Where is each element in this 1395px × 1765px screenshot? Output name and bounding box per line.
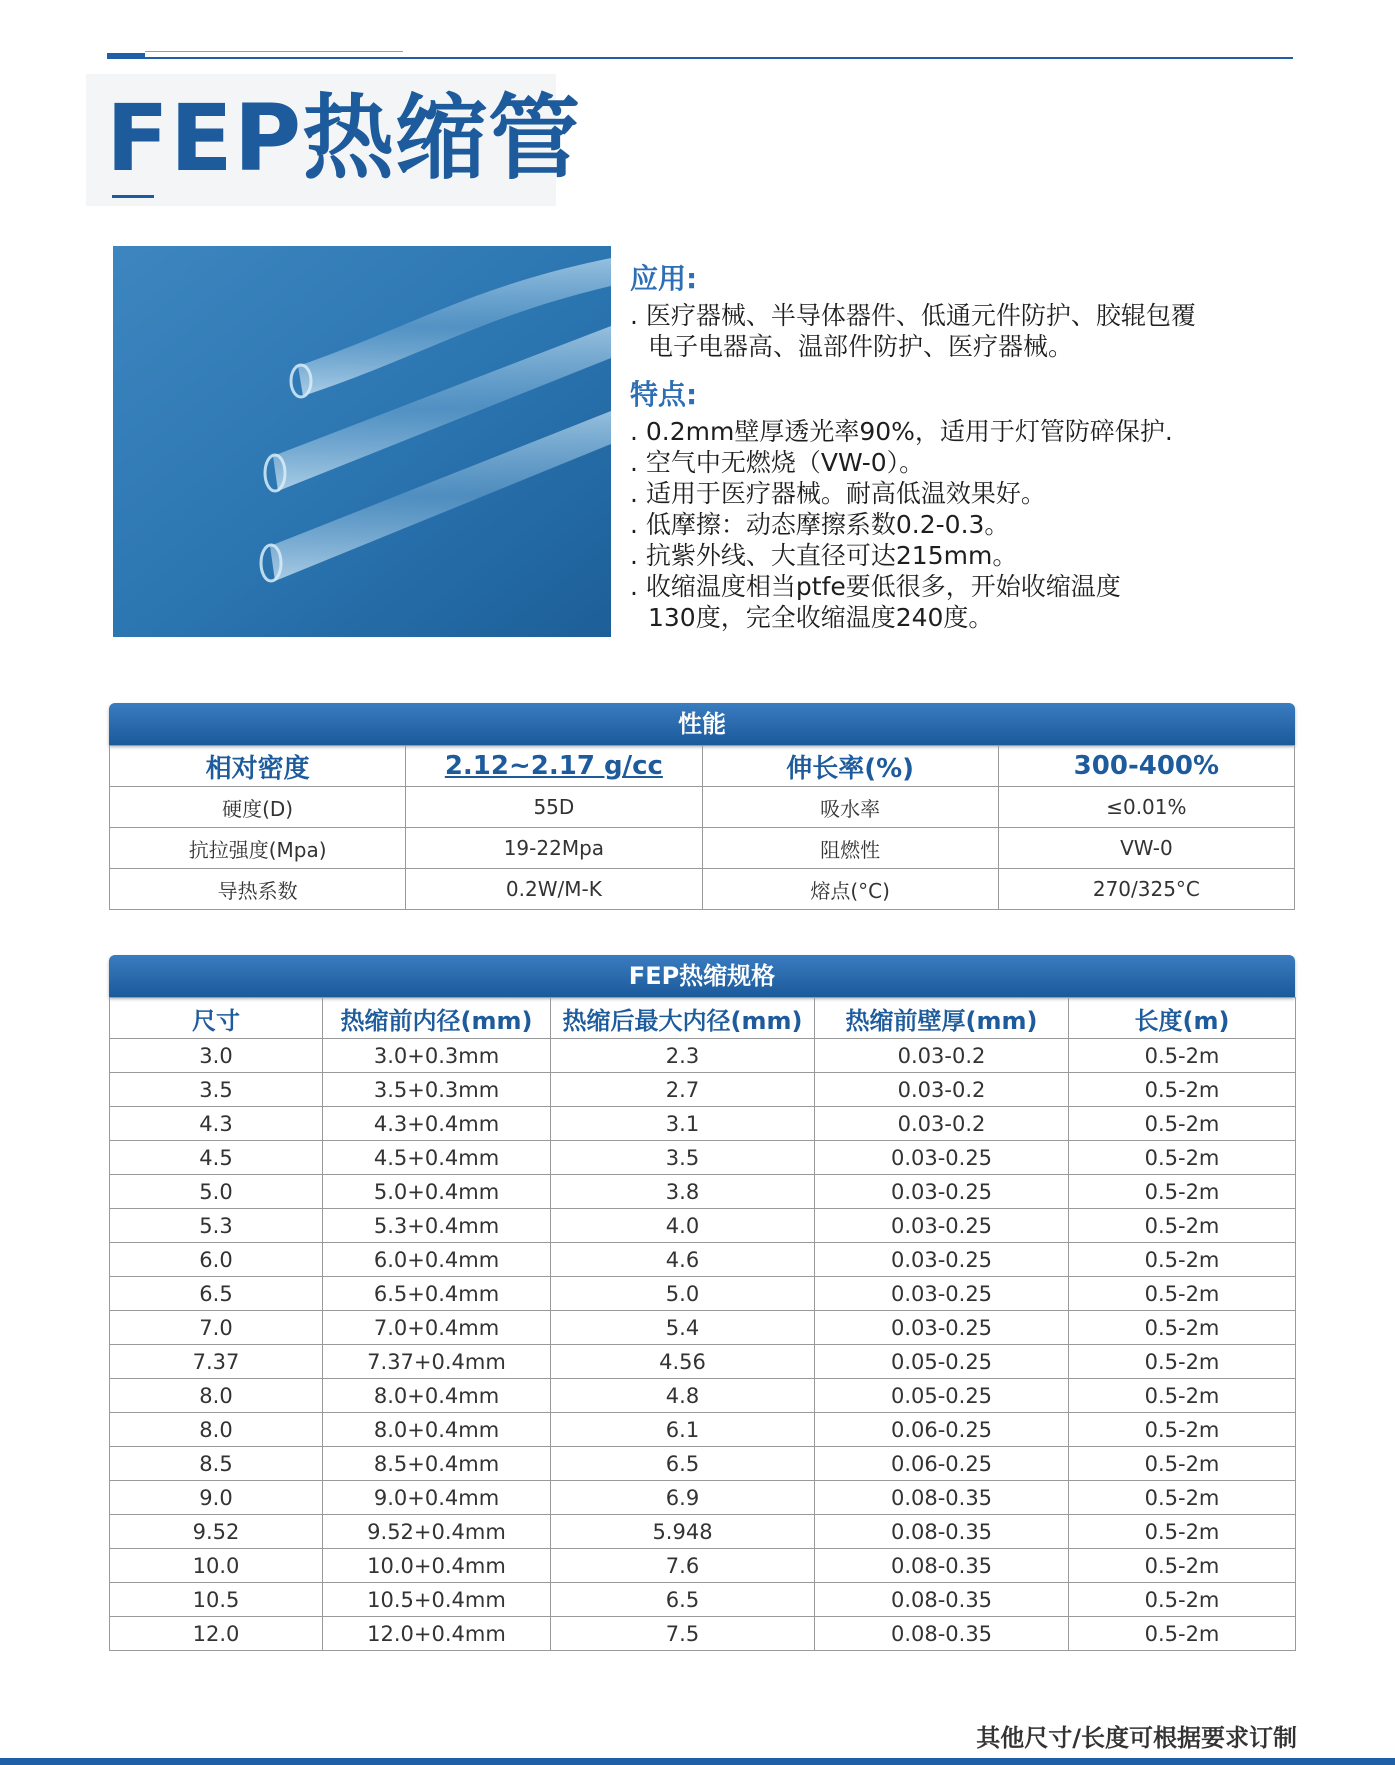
table-cell: 9.0+0.4mm [323,1481,551,1515]
feature-line: . 空气中无燃烧（VW-0）。 [630,448,925,477]
table-cell: 0.5-2m [1069,1243,1296,1277]
table-cell: 0.5-2m [1069,1549,1296,1583]
table-row [110,1617,1296,1651]
table-cell: 0.03-0.25 [815,1243,1069,1277]
performance-table-title: 性能 [109,703,1295,745]
table-cell: 0.08-0.35 [815,1481,1069,1515]
table-cell: 0.03-0.2 [815,1039,1069,1073]
table-cell: 12.0+0.4mm [323,1617,551,1651]
table-cell: 0.03-0.2 [815,1073,1069,1107]
table-cell: 6.5 [551,1583,815,1617]
table-cell: 9.0 [110,1481,323,1515]
feature-line: . 适用于医疗器械。耐高低温效果好。 [630,479,1046,508]
table-row [110,869,1295,910]
table-cell: 8.5+0.4mm [323,1447,551,1481]
table-cell: 10.0 [110,1549,323,1583]
table-row [110,1379,1296,1413]
table-cell: 0.5-2m [1069,1209,1296,1243]
performance-table [109,703,1295,910]
application-line: . 医疗器械、半导体器件、低通元件防护、胶辊包覆 [630,301,1196,330]
bottom-bar [0,1758,1395,1765]
table-cell: 6.5 [110,1277,323,1311]
table-cell: 0.08-0.35 [815,1515,1069,1549]
table-cell: 0.05-0.25 [815,1345,1069,1379]
table-cell: 3.1 [551,1107,815,1141]
table-cell: 9.52+0.4mm [323,1515,551,1549]
application-line: 电子电器高、温部件防护、医疗器械。 [648,332,1074,361]
table-cell: 阻燃性 [702,828,998,869]
table-row [110,1515,1296,1549]
table-cell: 6.0 [110,1243,323,1277]
table-cell: 10.5 [110,1583,323,1617]
table-cell: 6.0+0.4mm [323,1243,551,1277]
feature-line: 130度，完全收缩温度240度。 [648,603,994,632]
spec-grid [109,997,1296,1651]
table-cell: 相对密度 [110,746,406,787]
table-cell: 0.5-2m [1069,1311,1296,1345]
table-cell: 8.5 [110,1447,323,1481]
table-cell: 4.8 [551,1379,815,1413]
table-cell: 熔点(°C) [702,869,998,910]
table-cell: 硬度(D) [110,787,406,828]
table-cell: 4.5+0.4mm [323,1141,551,1175]
title-underline [112,195,154,198]
table-cell: 9.52 [110,1515,323,1549]
table-row [110,1481,1296,1515]
table-cell: 2.3 [551,1039,815,1073]
feature-line: . 0.2mm壁厚透光率90%，适用于灯管防碎保护. [630,417,1173,446]
table-cell: 3.0 [110,1039,323,1073]
table-cell: 导热系数 [110,869,406,910]
table-cell: 10.5+0.4mm [323,1583,551,1617]
page-title: FEP热缩管 [106,85,582,192]
column-header: 尺寸 [110,998,323,1039]
spec-table-title: FEP热缩规格 [109,955,1295,997]
table-cell: 抗拉强度(Mpa) [110,828,406,869]
table-cell: 0.5-2m [1069,1039,1296,1073]
table-row [110,1277,1296,1311]
table-row [110,746,1295,787]
table-cell: 3.5 [551,1141,815,1175]
table-cell: 0.5-2m [1069,1073,1296,1107]
table-cell: 7.37 [110,1345,323,1379]
table-cell: 0.5-2m [1069,1617,1296,1651]
table-row [110,1209,1296,1243]
table-row [110,787,1295,828]
table-row [110,1243,1296,1277]
table-row [110,1073,1296,1107]
table-cell: 7.0 [110,1311,323,1345]
table-cell: 0.2W/M-K [406,869,702,910]
table-cell: 6.5+0.4mm [323,1277,551,1311]
table-cell: 4.5 [110,1141,323,1175]
table-row [110,1447,1296,1481]
table-cell: 4.3 [110,1107,323,1141]
table-cell: 0.03-0.2 [815,1107,1069,1141]
table-cell: 0.5-2m [1069,1107,1296,1141]
table-cell: 0.5-2m [1069,1175,1296,1209]
table-cell: 8.0+0.4mm [323,1413,551,1447]
table-cell: 0.5-2m [1069,1583,1296,1617]
table-cell: 5.948 [551,1515,815,1549]
table-cell: 0.08-0.35 [815,1549,1069,1583]
table-cell: 3.0+0.3mm [323,1039,551,1073]
table-cell: 7.6 [551,1549,815,1583]
table-row [110,828,1295,869]
header-rule [107,57,1293,59]
table-header-row [110,998,1296,1039]
spec-table [109,955,1295,1651]
table-cell: 270/325°C [998,869,1294,910]
table-cell: 5.3 [110,1209,323,1243]
table-cell: 55D [406,787,702,828]
table-cell: 7.0+0.4mm [323,1311,551,1345]
table-cell: 5.0 [110,1175,323,1209]
table-cell: 6.1 [551,1413,815,1447]
table-cell: 0.05-0.25 [815,1379,1069,1413]
heat-shrink-tubes-image [113,246,611,637]
table-cell: 伸长率(%) [702,746,998,787]
table-cell: 5.0+0.4mm [323,1175,551,1209]
table-row [110,1141,1296,1175]
table-cell: 300-400% [998,746,1294,787]
table-cell: 5.4 [551,1311,815,1345]
table-cell: 8.0 [110,1413,323,1447]
table-row [110,1175,1296,1209]
table-cell: 7.5 [551,1617,815,1651]
table-cell: 7.37+0.4mm [323,1345,551,1379]
table-cell: 0.5-2m [1069,1515,1296,1549]
table-cell: 4.0 [551,1209,815,1243]
feature-line: . 收缩温度相当ptfe要低很多，开始收缩温度 [630,572,1121,601]
table-cell: 吸水率 [702,787,998,828]
table-cell: 0.03-0.25 [815,1311,1069,1345]
table-row [110,1583,1296,1617]
table-cell: 2.7 [551,1073,815,1107]
table-row [110,1107,1296,1141]
table-cell: 0.03-0.25 [815,1175,1069,1209]
table-cell: 8.0 [110,1379,323,1413]
table-cell: 0.03-0.25 [815,1209,1069,1243]
table-cell: 0.08-0.35 [815,1583,1069,1617]
table-row [110,1311,1296,1345]
table-cell: 5.0 [551,1277,815,1311]
feature-line: . 低摩擦：动态摩擦系数0.2-0.3。 [630,510,1010,539]
table-cell: 0.5-2m [1069,1379,1296,1413]
table-cell: 3.5+0.3mm [323,1073,551,1107]
table-cell: ≤0.01% [998,787,1294,828]
product-photo [113,246,611,637]
column-header: 长度(m) [1069,998,1296,1039]
table-cell: 0.5-2m [1069,1481,1296,1515]
table-cell: 2.12~2.17 g/cc [406,746,702,787]
table-cell: 0.03-0.25 [815,1277,1069,1311]
application-heading: 应用: [630,262,698,295]
column-header: 热缩后最大内径(mm) [551,998,815,1039]
performance-grid [109,745,1295,910]
features-heading: 特点: [630,378,698,411]
table-cell: 0.06-0.25 [815,1413,1069,1447]
table-row [110,1549,1296,1583]
table-cell: 0.03-0.25 [815,1141,1069,1175]
info-panel [630,258,1290,633]
header-thin-rule [145,51,403,52]
footer-note: 其他尺寸/长度可根据要求订制 [976,1724,1297,1752]
table-cell: 0.08-0.35 [815,1617,1069,1651]
table-cell: 19-22Mpa [406,828,702,869]
table-cell: 10.0+0.4mm [323,1549,551,1583]
table-cell: 0.5-2m [1069,1141,1296,1175]
table-cell: 4.56 [551,1345,815,1379]
column-header: 热缩前内径(mm) [323,998,551,1039]
table-cell: 4.3+0.4mm [323,1107,551,1141]
table-cell: 0.5-2m [1069,1447,1296,1481]
table-cell: 3.8 [551,1175,815,1209]
table-cell: 6.5 [551,1447,815,1481]
table-cell: 5.3+0.4mm [323,1209,551,1243]
column-header: 热缩前壁厚(mm) [815,998,1069,1039]
table-row [110,1345,1296,1379]
table-cell: 0.5-2m [1069,1413,1296,1447]
table-cell: 0.06-0.25 [815,1447,1069,1481]
table-cell: 4.6 [551,1243,815,1277]
table-cell: 0.5-2m [1069,1345,1296,1379]
table-cell: VW-0 [998,828,1294,869]
feature-line: . 抗紫外线、大直径可达215mm。 [630,541,1018,570]
table-row [110,1413,1296,1447]
table-cell: 3.5 [110,1073,323,1107]
table-cell: 0.5-2m [1069,1277,1296,1311]
table-cell: 6.9 [551,1481,815,1515]
table-row [110,1039,1296,1073]
table-cell: 8.0+0.4mm [323,1379,551,1413]
table-cell: 12.0 [110,1617,323,1651]
